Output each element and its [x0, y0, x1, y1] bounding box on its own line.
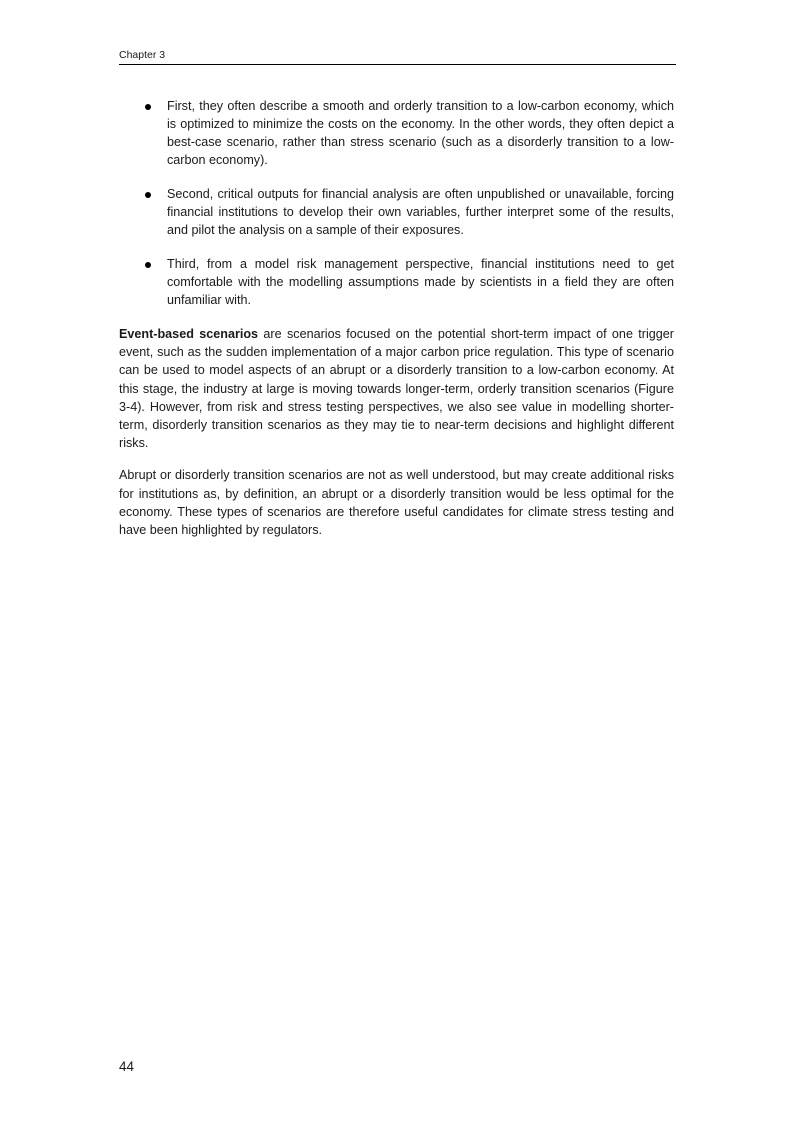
chapter-label: Chapter 3 — [119, 49, 166, 61]
paragraph-lead-term: Event-based scenarios — [119, 327, 259, 341]
bullet-text: Third, from a model risk management perspective, financial institutions need to get comfortable with the modelling assumptions made by scientists in a field they are often unfamiliar with. — [167, 257, 674, 307]
paragraph-text: are scenarios focused on the potential short-term impact of one trigger event, such as the sudden implementation of a major carbon price regulation. This type of scenario can be used to model aspects of an abrupt or a disorderly transition to a low-carbon economy. At this stage, the industry at large is moving towards longer-term, orderly transition scenarios (Figure 3-4). However, from risk and stress testing perspectives, we also see value in modelling shorter-term, disorderly transition scenarios as they may tie to near-term decisions and highlight different risks. — [119, 327, 674, 451]
list-item — [119, 255, 674, 309]
list-item — [119, 97, 674, 169]
bullet-list — [119, 97, 674, 309]
list-item — [119, 185, 674, 239]
bullet-icon — [145, 104, 151, 110]
bullet-icon — [145, 262, 151, 268]
bullet-text: First, they often describe a smooth and orderly transition to a low-carbon economy, which is optimized to minimize the costs on the economy. In the other words, they often depict a best-case scenario, rather than stress scenario (such as a disorderly transition to a low-carbon economy). — [167, 99, 674, 167]
bullet-icon — [145, 192, 151, 198]
bullet-text: Second, critical outputs for financial analysis are often unpublished or unavailable, forcing financial institutions to develop their own variables, further interpret some of the results, and pilot the analysis on a sample of their exposures. — [167, 187, 674, 237]
paragraph-text: Abrupt or disorderly transition scenarios are not as well understood, but may create additional risks for institutions as, by definition, an abrupt or a disorderly transition would be less optimal for the economy. These types of scenarios are therefore useful candidates for climate stress testing and have been highlighted by regulators. — [119, 468, 674, 538]
page-number: 44 — [119, 1059, 135, 1074]
event-based-scenarios-paragraph — [119, 325, 674, 452]
page-content — [119, 97, 674, 553]
disorderly-transition-paragraph — [119, 466, 674, 539]
page-header — [119, 48, 676, 65]
